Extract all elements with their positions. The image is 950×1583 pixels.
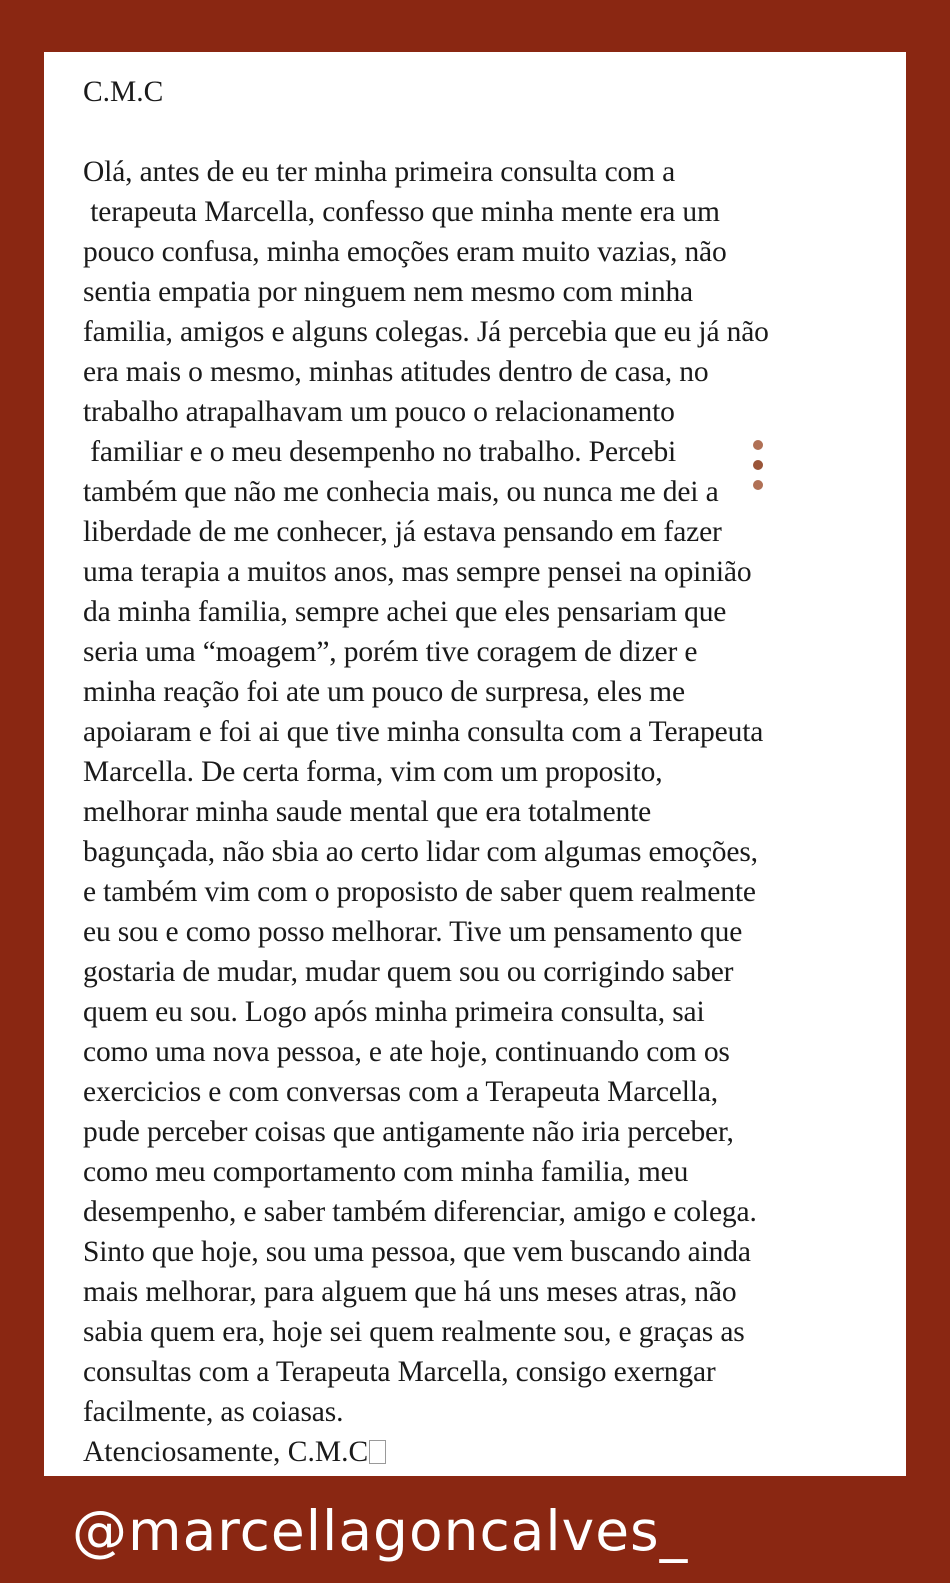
body-line: uma terapia a muitos anos, mas sempre pensei na opinião [83, 556, 752, 588]
body-line: desempenho, e saber também diferenciar, amigo e colega. [83, 1196, 757, 1228]
testimonial-document [44, 52, 906, 1476]
text-selection-handle-icon[interactable] [752, 440, 764, 500]
body-line: pude perceber coisas que antigamente não iria perceber, [83, 1116, 734, 1148]
body-line: seria uma “moagem”, porém tive coragem de dizer e [83, 636, 698, 668]
body-line: da minha familia, sempre achei que eles pensariam que [83, 596, 727, 628]
body-line: liberdade de me conhecer, já estava pensando em fazer [83, 516, 722, 548]
body-line: terapeuta Marcella, confesso que minha mente era um [83, 196, 720, 228]
body-line: Sinto que hoje, sou uma pessoa, que vem buscando ainda [83, 1236, 751, 1268]
body-line: apoiaram e foi ai que tive minha consulta com a Terapeuta [83, 716, 764, 748]
instagram-handle: @marcellagoncalves_ [72, 1499, 689, 1563]
body-line: mais melhorar, para alguem que há uns meses atras, não [83, 1276, 737, 1308]
body-line: Olá, antes de eu ter minha primeira consulta com a [83, 156, 676, 188]
body-line: sabia quem era, hoje sei quem realmente sou, e graças as [83, 1316, 745, 1348]
body-line: como uma nova pessoa, e ate hoje, continuando com os [83, 1036, 730, 1068]
signoff-line [83, 1432, 896, 1472]
body-line: facilmente, as coiasas. [83, 1396, 344, 1428]
body-line: quem eu sou. Logo após minha primeira consulta, sai [83, 996, 705, 1028]
body-line: bagunçada, não sbia ao certo lidar com algumas emoções, [83, 836, 758, 868]
body-line: gostaria de mudar, mudar quem sou ou corrigindo saber [83, 956, 734, 988]
body-line: era mais o mesmo, minhas atitudes dentro de casa, no [83, 356, 709, 388]
body-line: melhorar minha saude mental que era totalmente [83, 796, 652, 828]
blank-line [83, 112, 896, 152]
signoff-text: Atenciosamente, C.M.C [83, 1436, 369, 1468]
body-line: pouco confusa, minha emoções eram muito vazias, não [83, 236, 727, 268]
body-line: exercicios e com conversas com a Terapeuta Marcella, [83, 1076, 718, 1108]
missing-glyph-box-icon [369, 1440, 386, 1464]
selection-dot-icon [753, 480, 763, 490]
body-line: minha reação foi ate um pouco de surpresa, eles me [83, 676, 685, 708]
selection-dot-icon [753, 440, 763, 450]
body-line: como meu comportamento com minha familia, meu [83, 1156, 689, 1188]
body-line: familia, amigos e alguns colegas. Já percebia que eu já não [83, 316, 769, 348]
body-line: familiar e o meu desempenho no trabalho. Percebi [83, 436, 677, 468]
body-line: e também vim com o proposisto de saber quem realmente [83, 876, 756, 908]
document-title: C.M.C [83, 76, 164, 108]
body-line: sentia empatia por ninguem nem mesmo com minha [83, 276, 693, 308]
body-line: trabalho atrapalhavam um pouco o relacionamento [83, 396, 675, 428]
body-line: consultas com a Terapeuta Marcella, consigo exerngar [83, 1356, 716, 1388]
body-line: Marcella. De certa forma, vim com um proposito, [83, 756, 663, 788]
selection-dot-icon [753, 460, 763, 470]
body-line: também que não me conhecia mais, ou nunca me dei a [83, 476, 719, 508]
body-line: eu sou e como posso melhorar. Tive um pensamento que [83, 916, 743, 948]
testimonial-body [83, 152, 896, 1432]
